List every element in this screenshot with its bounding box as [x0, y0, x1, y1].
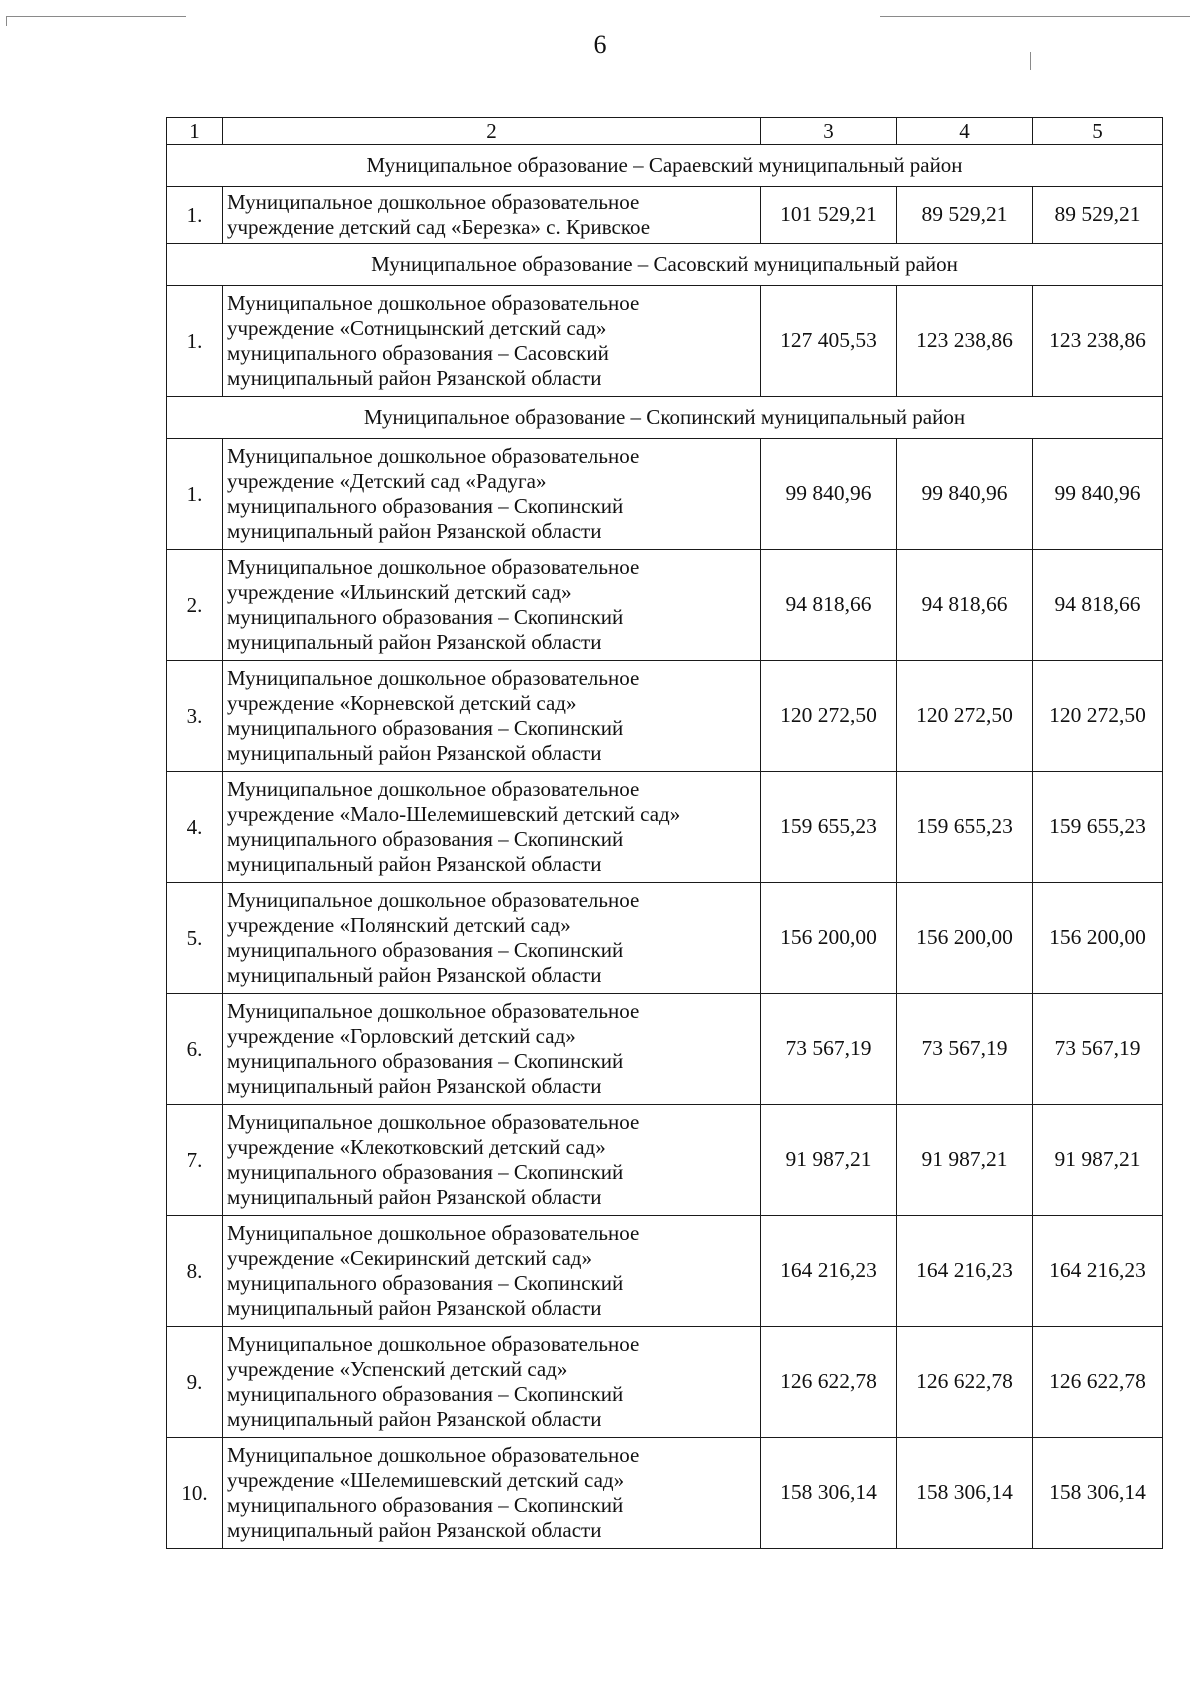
institution-name-line: Муниципальное дошкольное образовательное: [227, 444, 640, 469]
scan-mark-top-left: [6, 16, 186, 17]
institution-name-line: Муниципальное дошкольное образовательное: [227, 666, 640, 691]
institution-name-line: учреждение «Детский сад «Радуга»: [227, 469, 547, 494]
value-col-4: 156 200,00: [897, 883, 1033, 994]
institution-name-line: Муниципальное дошкольное образовательное: [227, 1332, 640, 1357]
table-row: [167, 1216, 1163, 1327]
row-number: 1.: [167, 439, 223, 550]
value-col-5: 156 200,00: [1033, 883, 1163, 994]
institution-name-line: Муниципальное дошкольное образовательное: [227, 291, 640, 316]
value-col-4: 94 818,66: [897, 550, 1033, 661]
institution-name: [223, 1216, 761, 1327]
funding-table-body: [167, 118, 1163, 1549]
value-col-5: 120 272,50: [1033, 661, 1163, 772]
value-col-3: 94 818,66: [761, 550, 897, 661]
value-col-4: 120 272,50: [897, 661, 1033, 772]
section-row: [167, 244, 1163, 286]
value-col-5: 99 840,96: [1033, 439, 1163, 550]
institution-name-line: муниципальный район Рязанской области: [227, 1517, 602, 1542]
header-cell-2: 2: [223, 118, 761, 145]
institution-name: [223, 439, 761, 550]
row-number: 4.: [167, 772, 223, 883]
value-col-4: 73 567,19: [897, 994, 1033, 1105]
section-title: Муниципальное образование – Сасовский муниципальный район: [167, 244, 1163, 286]
institution-name: [223, 286, 761, 397]
value-col-5: 123 238,86: [1033, 286, 1163, 397]
row-number: 3.: [167, 661, 223, 772]
value-col-5: 73 567,19: [1033, 994, 1163, 1105]
value-col-3: 120 272,50: [761, 661, 897, 772]
value-col-4: 99 840,96: [897, 439, 1033, 550]
institution-name-line: муниципальный район Рязанской области: [227, 1073, 602, 1098]
institution-name-line: Муниципальное дошкольное образовательное: [227, 1110, 640, 1135]
institution-name-line: муниципальный район Рязанской области: [227, 851, 602, 876]
value-col-4: 159 655,23: [897, 772, 1033, 883]
section-row: [167, 145, 1163, 187]
institution-name-line: учреждение «Горловский детский сад»: [227, 1024, 576, 1049]
institution-name-line: муниципальный район Рязанской области: [227, 1406, 602, 1431]
institution-name-line: учреждение «Сотницынский детский сад»: [227, 316, 607, 341]
row-number: 1.: [167, 286, 223, 397]
header-cell-4: 4: [897, 118, 1033, 145]
scan-mark-top-left-tick: [6, 16, 7, 26]
institution-name-line: муниципального образования – Скопинский: [227, 1382, 624, 1406]
institution-name: [223, 187, 761, 244]
institution-name-line: муниципальный район Рязанской области: [227, 629, 602, 654]
institution-name-line: Муниципальное дошкольное образовательное: [227, 999, 640, 1024]
institution-name-line: муниципальный район Рязанской области: [227, 962, 602, 987]
institution-name-line: муниципального образования – Скопинский: [227, 605, 624, 629]
row-number: 10.: [167, 1438, 223, 1549]
institution-name: [223, 661, 761, 772]
institution-name-line: Муниципальное дошкольное образовательное: [227, 190, 640, 215]
institution-name: [223, 1438, 761, 1549]
table-row: [167, 550, 1163, 661]
institution-name-line: учреждение «Ильинский детский сад»: [227, 580, 572, 605]
table-row: [167, 661, 1163, 772]
table-row: [167, 439, 1163, 550]
institution-name-line: муниципальный район Рязанской области: [227, 740, 602, 765]
institution-name-line: учреждение «Мало-Шелемишевский детский сад»: [227, 802, 681, 827]
header-cell-1: 1: [167, 118, 223, 145]
institution-name-line: учреждение «Полянский детский сад»: [227, 913, 571, 938]
value-col-5: 164 216,23: [1033, 1216, 1163, 1327]
section-title: Муниципальное образование – Скопинский муниципальный район: [167, 397, 1163, 439]
value-col-5: 94 818,66: [1033, 550, 1163, 661]
table-row: [167, 1438, 1163, 1549]
value-col-5: 91 987,21: [1033, 1105, 1163, 1216]
institution-name: [223, 1327, 761, 1438]
table-row: [167, 286, 1163, 397]
institution-name-line: муниципального образования – Скопинский: [227, 1271, 624, 1295]
institution-name-line: муниципального образования – Скопинский: [227, 827, 624, 851]
table-row: [167, 1327, 1163, 1438]
value-col-3: 158 306,14: [761, 1438, 897, 1549]
value-col-5: 158 306,14: [1033, 1438, 1163, 1549]
institution-name-line: муниципальный район Рязанской области: [227, 365, 602, 390]
row-number: 2.: [167, 550, 223, 661]
institution-name-line: муниципального образования – Скопинский: [227, 716, 624, 740]
row-number: 5.: [167, 883, 223, 994]
institution-name-line: учреждение «Успенский детский сад»: [227, 1357, 568, 1382]
header-cell-5: 5: [1033, 118, 1163, 145]
institution-name-line: учреждение детский сад «Березка» с. Кривское: [227, 215, 651, 239]
table-row: [167, 994, 1163, 1105]
header-cell-3: 3: [761, 118, 897, 145]
table-row: [167, 1105, 1163, 1216]
institution-name-line: Муниципальное дошкольное образовательное: [227, 777, 640, 802]
institution-name: [223, 1105, 761, 1216]
table-row: [167, 772, 1163, 883]
institution-name-line: Муниципальное дошкольное образовательное: [227, 888, 640, 913]
institution-name-line: Муниципальное дошкольное образовательное: [227, 1443, 640, 1468]
institution-name-line: учреждение «Корневской детский сад»: [227, 691, 577, 716]
institution-name: [223, 550, 761, 661]
section-title: Муниципальное образование – Сараевский муниципальный район: [167, 145, 1163, 187]
institution-name-line: муниципальный район Рязанской области: [227, 1184, 602, 1209]
value-col-3: 91 987,21: [761, 1105, 897, 1216]
value-col-3: 159 655,23: [761, 772, 897, 883]
institution-name-line: учреждение «Секиринский детский сад»: [227, 1246, 592, 1271]
row-number: 6.: [167, 994, 223, 1105]
value-col-3: 164 216,23: [761, 1216, 897, 1327]
row-number: 9.: [167, 1327, 223, 1438]
value-col-4: 164 216,23: [897, 1216, 1033, 1327]
institution-name-line: Муниципальное дошкольное образовательное: [227, 1221, 640, 1246]
section-row: [167, 397, 1163, 439]
table-row: [167, 883, 1163, 994]
value-col-5: 159 655,23: [1033, 772, 1163, 883]
table-header-row: [167, 118, 1163, 145]
value-col-5: 89 529,21: [1033, 187, 1163, 244]
table-row: [167, 187, 1163, 244]
value-col-4: 126 622,78: [897, 1327, 1033, 1438]
row-number: 1.: [167, 187, 223, 244]
institution-name: [223, 994, 761, 1105]
value-col-3: 156 200,00: [761, 883, 897, 994]
row-number: 7.: [167, 1105, 223, 1216]
value-col-4: 158 306,14: [897, 1438, 1033, 1549]
institution-name-line: муниципального образования – Скопинский: [227, 1493, 624, 1517]
scan-mark-top-right: [880, 16, 1190, 17]
institution-name: [223, 772, 761, 883]
page-number: 6: [593, 30, 607, 59]
institution-name-line: учреждение «Клекотковский детский сад»: [227, 1135, 606, 1160]
institution-name-line: муниципального образования – Скопинский: [227, 938, 624, 962]
institution-name: [223, 883, 761, 994]
institution-name-line: муниципальный район Рязанской области: [227, 518, 602, 543]
institution-name-line: муниципального образования – Скопинский: [227, 1160, 624, 1184]
institution-name-line: муниципального образования – Скопинский: [227, 494, 624, 518]
value-col-3: 101 529,21: [761, 187, 897, 244]
value-col-5: 126 622,78: [1033, 1327, 1163, 1438]
value-col-3: 126 622,78: [761, 1327, 897, 1438]
institution-name-line: Муниципальное дошкольное образовательное: [227, 555, 640, 580]
value-col-4: 89 529,21: [897, 187, 1033, 244]
value-col-3: 127 405,53: [761, 286, 897, 397]
value-col-3: 99 840,96: [761, 439, 897, 550]
institution-name-line: муниципальный район Рязанской области: [227, 1295, 602, 1320]
funding-table: [166, 117, 1163, 1549]
institution-name-line: муниципального образования – Скопинский: [227, 1049, 624, 1073]
institution-name-line: муниципального образования – Сасовский: [227, 341, 609, 365]
value-col-4: 123 238,86: [897, 286, 1033, 397]
value-col-3: 73 567,19: [761, 994, 897, 1105]
row-number: 8.: [167, 1216, 223, 1327]
value-col-4: 91 987,21: [897, 1105, 1033, 1216]
institution-name-line: учреждение «Шелемишевский детский сад»: [227, 1468, 625, 1493]
